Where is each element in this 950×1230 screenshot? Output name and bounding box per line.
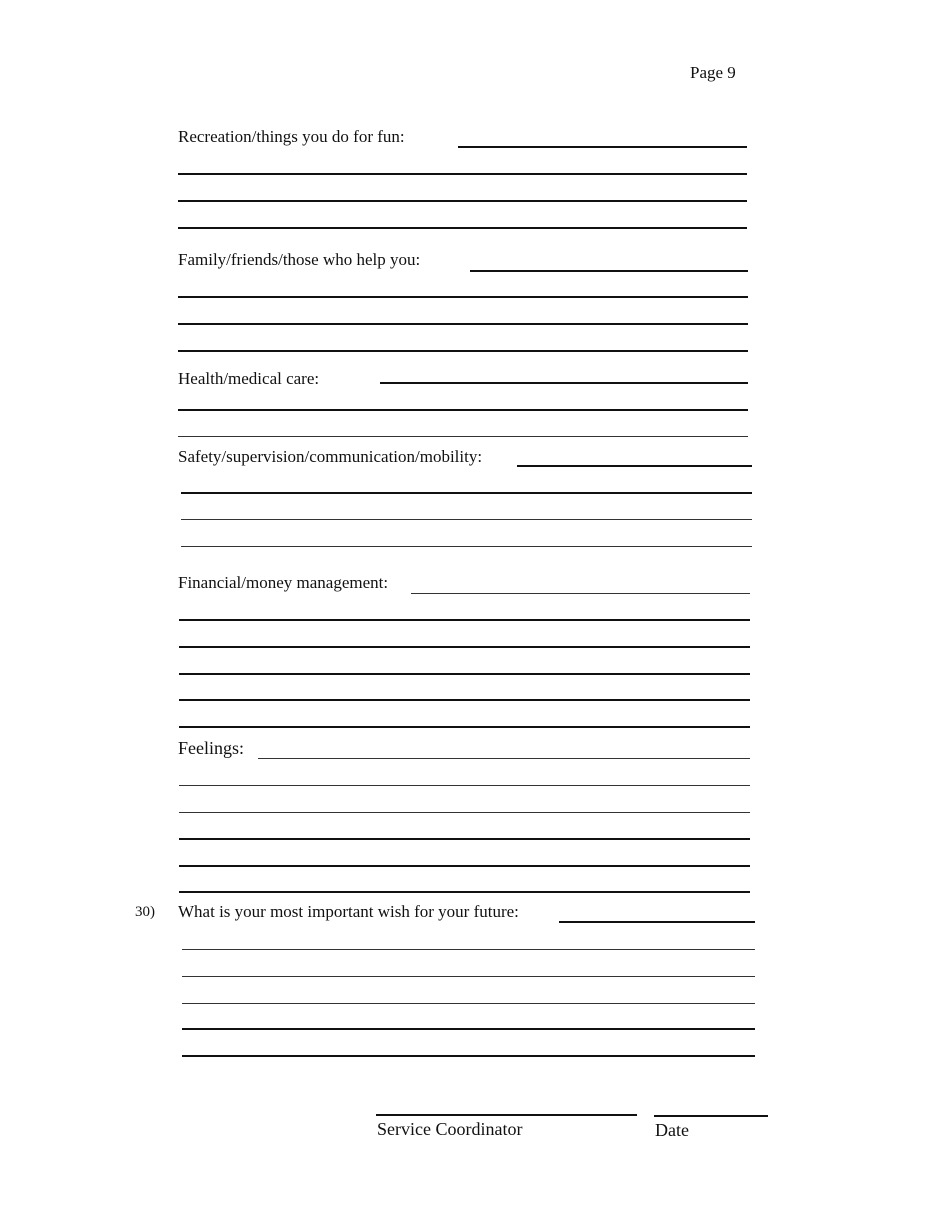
safety-label: Safety/supervision/communication/mobility: [178, 447, 483, 466]
safety-answer-line-1[interactable] [517, 465, 752, 467]
recreation-answer-line-1[interactable] [458, 146, 747, 148]
wish-answer-line-5[interactable] [182, 1028, 755, 1030]
safety-answer-line-4[interactable] [181, 546, 752, 547]
family-answer-line-3[interactable] [178, 323, 748, 325]
family-label: Family/friends/those who help you: [178, 250, 421, 269]
financial-answer-line-6[interactable] [179, 726, 750, 728]
family-answer-line-4[interactable] [178, 350, 748, 352]
feelings-answer-line-1[interactable] [258, 758, 750, 759]
wish-label: What is your most important wish for your future: [178, 902, 519, 921]
recreation-answer-line-3[interactable] [178, 200, 747, 202]
safety-answer-line-2[interactable] [181, 492, 752, 494]
financial-answer-line-1[interactable] [411, 593, 750, 594]
safety-answer-line-3[interactable] [181, 519, 752, 520]
financial-answer-line-3[interactable] [179, 646, 750, 648]
wish-answer-line-6[interactable] [182, 1055, 755, 1057]
health-answer-line-1[interactable] [380, 382, 748, 384]
recreation-label: Recreation/things you do for fun: [178, 127, 405, 146]
date-line[interactable] [654, 1115, 768, 1117]
page-number: Page 9 [690, 63, 736, 82]
recreation-answer-line-4[interactable] [178, 227, 747, 229]
family-answer-line-1[interactable] [470, 270, 748, 272]
health-answer-line-2[interactable] [178, 409, 748, 411]
coordinator-label: Service Coordinator [377, 1119, 523, 1139]
health-label: Health/medical care: [178, 369, 320, 388]
feelings-answer-line-3[interactable] [179, 812, 750, 813]
coordinator-signature-line[interactable] [376, 1114, 637, 1116]
feelings-label: Feelings: [178, 738, 244, 758]
wish-answer-line-3[interactable] [182, 976, 755, 977]
feelings-answer-line-2[interactable] [179, 785, 750, 786]
feelings-answer-line-5[interactable] [179, 865, 750, 867]
question-number: 30) [135, 904, 155, 920]
financial-answer-line-5[interactable] [179, 699, 750, 701]
feelings-answer-line-4[interactable] [179, 838, 750, 840]
financial-label: Financial/money management: [178, 573, 389, 592]
financial-answer-line-2[interactable] [179, 619, 750, 621]
feelings-answer-line-6[interactable] [179, 891, 750, 893]
wish-answer-line-4[interactable] [182, 1003, 755, 1004]
family-answer-line-2[interactable] [178, 296, 748, 298]
wish-answer-line-2[interactable] [182, 949, 755, 950]
date-label: Date [655, 1120, 689, 1140]
recreation-answer-line-2[interactable] [178, 173, 747, 175]
health-answer-line-3[interactable] [178, 436, 748, 437]
wish-answer-line-1[interactable] [559, 921, 755, 923]
financial-answer-line-4[interactable] [179, 673, 750, 675]
